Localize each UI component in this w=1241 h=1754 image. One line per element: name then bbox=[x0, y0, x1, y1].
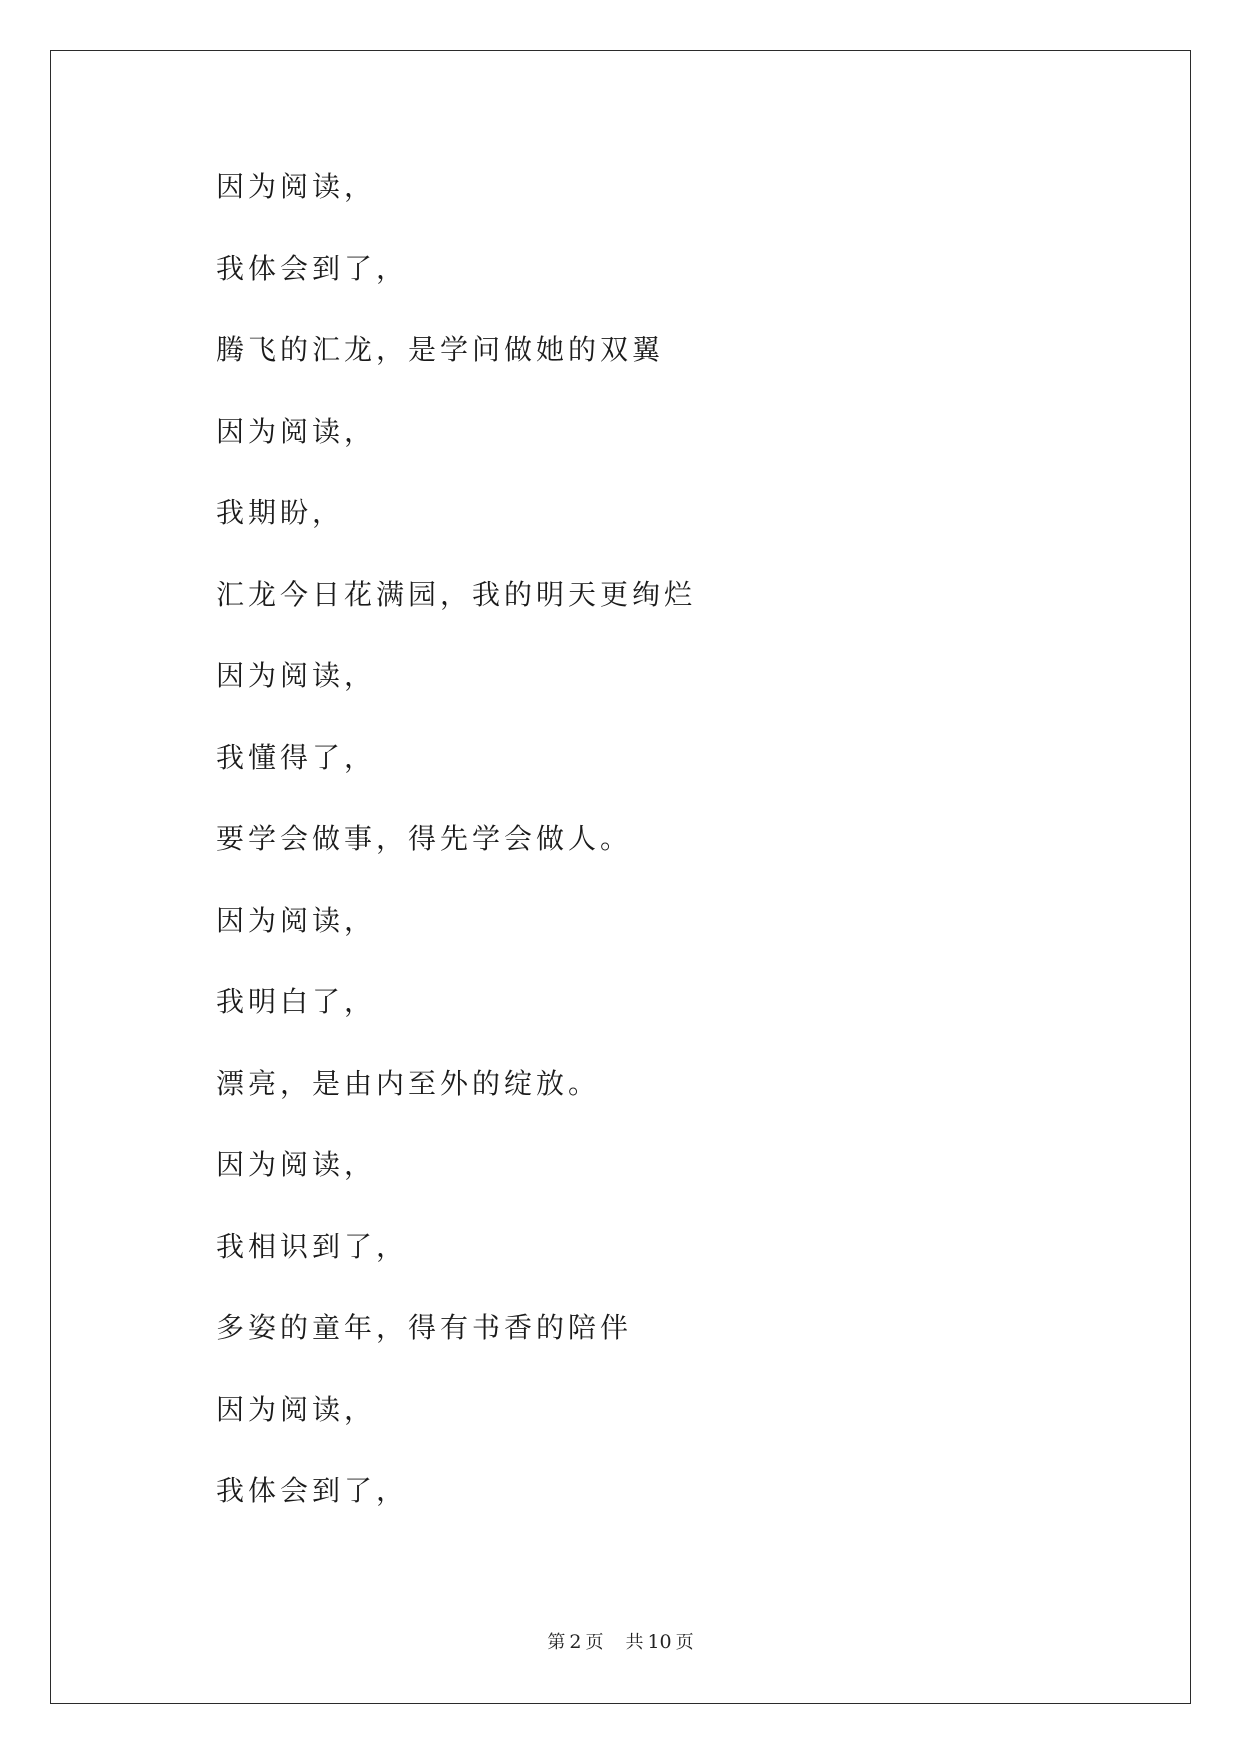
page-prefix: 第 bbox=[547, 1632, 566, 1653]
poem-line: 因为阅读， bbox=[216, 659, 377, 692]
poem-line: 因为阅读， bbox=[216, 1148, 377, 1181]
poem-line: 因为阅读， bbox=[216, 903, 377, 937]
page-number: 2 bbox=[569, 1631, 582, 1653]
poem-line: 我懂得了， bbox=[216, 740, 377, 774]
poem-line: 我明白了， bbox=[216, 985, 377, 1018]
poem-line: 我期盼， bbox=[216, 496, 345, 529]
poem-line: 因为阅读， bbox=[216, 1392, 377, 1426]
poem-body bbox=[216, 170, 696, 1556]
poem-line: 我体会到了， bbox=[216, 1474, 409, 1507]
page-suffix: 页 bbox=[585, 1632, 604, 1653]
poem-line: 漂亮，是由内至外的绽放。 bbox=[216, 1066, 601, 1100]
total-pages: 10 bbox=[647, 1631, 672, 1653]
poem-line: 因为阅读， bbox=[216, 414, 377, 448]
poem-line: 腾飞的汇龙，是学问做她的双翼 bbox=[216, 333, 665, 366]
page-footer bbox=[0, 1628, 1241, 1654]
poem-line: 要学会做事，得先学会做人。 bbox=[216, 822, 633, 855]
poem-line: 多姿的童年，得有书香的陪伴 bbox=[216, 1311, 633, 1344]
poem-line: 因为阅读， bbox=[216, 170, 377, 203]
poem-line: 我体会到了， bbox=[216, 251, 409, 285]
poem-line: 汇龙今日花满园，我的明天更绚烂 bbox=[216, 577, 697, 611]
poem-line: 我相识到了， bbox=[216, 1229, 409, 1263]
total-suffix: 页 bbox=[675, 1632, 694, 1653]
total-prefix: 共 bbox=[625, 1632, 644, 1653]
